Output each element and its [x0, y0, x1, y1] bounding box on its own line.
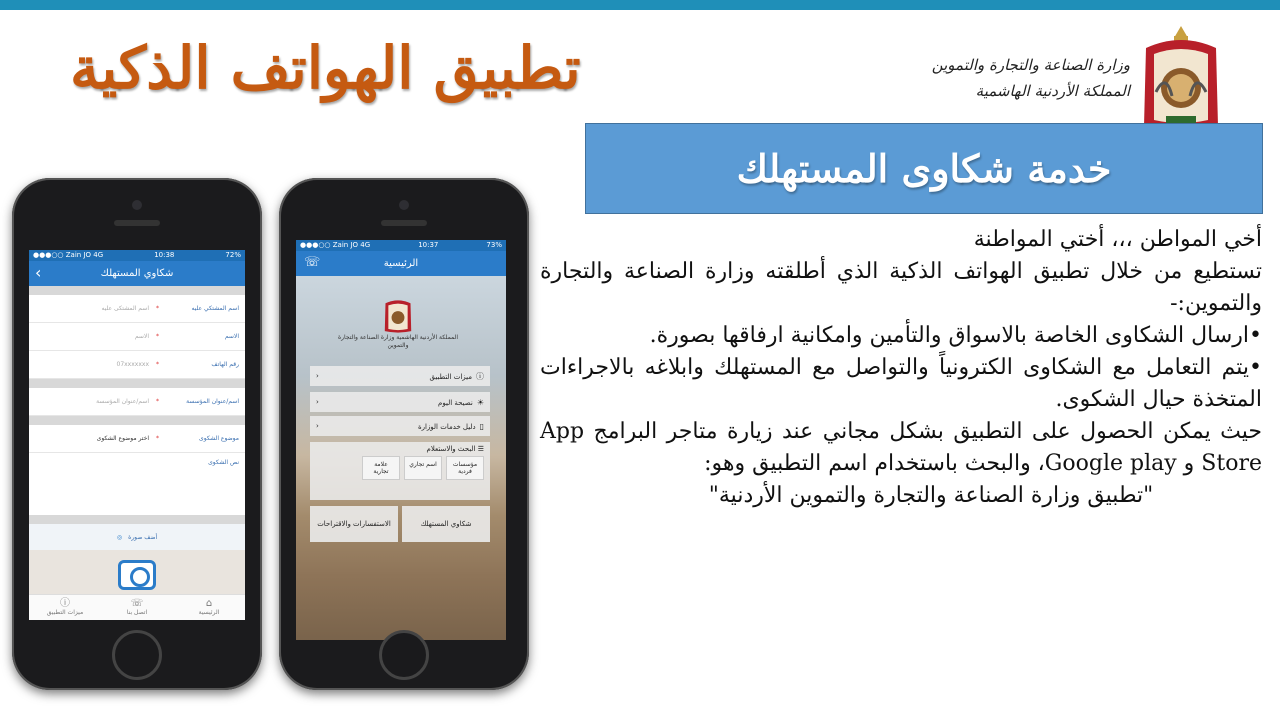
add-photo-button[interactable]	[29, 524, 245, 550]
field-label: الاسم	[224, 333, 239, 340]
tab-label: اتصل بنا	[126, 609, 148, 616]
time-label: 10:37	[418, 241, 439, 249]
home-icon: ⌂	[205, 598, 213, 609]
field-phone[interactable]	[29, 351, 245, 379]
menu-item-features[interactable]	[310, 366, 490, 386]
nav-bar	[296, 251, 506, 276]
complaints-button[interactable]: شكاوي المستهلك	[402, 506, 490, 542]
feature-bullet-1: •ارسال الشكاوى الخاصة بالاسواق والتأمين وامكانية ارفاقها بصورة.	[649, 323, 1262, 348]
field-label: رقم الهاتف	[211, 361, 239, 368]
info-icon: ⓘ	[476, 371, 484, 381]
field-respondent[interactable]	[29, 295, 245, 323]
phone-icon: ☏	[130, 598, 144, 609]
ministry-line-2: المملكة الأردنية الهاشمية	[975, 82, 1130, 100]
camera-icon[interactable]	[118, 560, 156, 590]
home-button	[112, 630, 162, 680]
document-icon: ▯	[479, 421, 484, 431]
add-photo-label: أضف صورة	[128, 533, 158, 541]
jordan-coat-of-arms-icon	[381, 294, 415, 334]
back-chevron-icon[interactable]: ‹	[35, 263, 42, 282]
speaker-grill	[114, 220, 160, 226]
divider	[29, 286, 245, 295]
carrier-label: ●●●○○ Zain JO 4G	[300, 241, 371, 249]
complaint-form	[29, 286, 245, 600]
chip-trade-name[interactable]: اسم تجاري	[404, 456, 442, 480]
top-accent-bar	[0, 0, 1280, 10]
jordan-coat-of-arms-icon	[1136, 22, 1226, 134]
battery-label: 72%	[225, 251, 241, 259]
menu-label: البحث والاستعلام	[426, 445, 476, 453]
chevron-left-icon: ‹	[316, 422, 319, 430]
field-label: نص الشكوى	[208, 459, 239, 466]
description-text	[540, 224, 1262, 512]
menu-item-tip[interactable]	[310, 392, 490, 412]
battery-label: 73%	[486, 241, 502, 249]
chevron-left-icon: ‹	[316, 372, 319, 380]
front-camera	[399, 200, 409, 210]
field-placeholder: 07xxxxxxx	[116, 361, 149, 368]
service-banner	[585, 123, 1263, 214]
required-mark: *	[156, 398, 159, 405]
field-institution[interactable]	[29, 388, 245, 416]
tab-label: ميزات التطبيق	[46, 609, 84, 616]
nav-bar	[29, 261, 245, 286]
search-header	[316, 445, 484, 453]
field-subject-select[interactable]	[29, 425, 245, 453]
field-label: اسم المشتكي عليه	[191, 305, 239, 312]
menu-label: دليل خدمات الوزارة	[417, 422, 476, 431]
greeting: أخي المواطن ،،، أختي المواطنة	[973, 227, 1262, 252]
phone-icon[interactable]: ☏	[304, 255, 321, 270]
menu-label: ميزات التطبيق	[429, 372, 472, 381]
photo-area	[29, 550, 245, 600]
field-name[interactable]	[29, 323, 245, 351]
chevron-left-icon: ‹	[316, 398, 319, 406]
field-complaint-text[interactable]	[29, 453, 245, 515]
nav-title: شكاوي المستهلك	[100, 268, 174, 279]
phone-mockup-complaint-form	[12, 178, 262, 690]
page-title: تطبيق الهواتف الذكية	[70, 34, 581, 102]
search-options	[316, 456, 484, 480]
status-bar	[296, 240, 506, 251]
ministry-name	[920, 52, 1130, 104]
availability-paragraph: حيث يمكن الحصول على التطبيق بشكل مجاني عند زيارة متاجر البرامج App Store و Google play، والبحث باستخدام اسم التطبيق وهو:	[540, 419, 1262, 476]
field-label: اسم/عنوان المؤسسة	[186, 398, 239, 405]
tab-contact[interactable]	[101, 595, 173, 620]
carrier-label: ●●●○○ Zain JO 4G	[33, 251, 104, 259]
info-icon: ⓘ	[60, 598, 70, 609]
ministry-caption: المملكة الأردنية الهاشمية وزارة الصناعة والتجارة والتموين	[337, 334, 459, 349]
feature-bullet-2: •يتم التعامل مع الشكاوى الكترونياً والتواصل مع المستهلك وابلاغه بالاجراءات المتخذة حيال الشكوى.	[540, 355, 1263, 412]
required-mark: *	[156, 361, 159, 368]
intro-paragraph: تستطيع من خلال تطبيق الهواتف الذكية الذي أطلقته وزارة الصناعة والتجارة والتموين:-	[540, 259, 1263, 316]
ministry-line-1: وزارة الصناعة والتجارة والتموين	[931, 56, 1130, 74]
service-banner-title: خدمة شكاوى المستهلك	[736, 146, 1112, 191]
required-mark: *	[156, 435, 159, 442]
field-placeholder: الاسم	[134, 333, 149, 340]
time-label: 10:38	[154, 251, 175, 259]
chip-trademark[interactable]: علامة تجارية	[362, 456, 400, 480]
phone-mockup-home-screen	[279, 178, 529, 690]
inquiries-button[interactable]: الاستفسارات والاقتراحات	[310, 506, 398, 542]
tab-features[interactable]	[29, 595, 101, 620]
field-label: موضوع الشكوى	[199, 435, 239, 442]
camera-small-icon: ◎	[116, 533, 123, 541]
tab-home[interactable]	[173, 595, 245, 620]
divider	[29, 416, 245, 425]
speaker-grill	[381, 220, 427, 226]
menu-item-guide[interactable]	[310, 416, 490, 436]
nav-title: الرئيسية	[383, 258, 419, 269]
search-section	[310, 442, 490, 500]
app-name-quote: "تطبيق وزارة الصناعة والتجارة والتموين الأردنية"	[708, 483, 1154, 508]
divider	[29, 379, 245, 388]
required-mark: *	[156, 333, 159, 340]
phone-screen	[29, 250, 245, 620]
field-placeholder: اسم المشتكى عليه	[101, 305, 149, 312]
divider	[29, 515, 245, 524]
field-placeholder: اسم/عنوان المؤسسة	[96, 398, 149, 405]
phone-screen	[296, 240, 506, 640]
list-icon: ☰	[477, 445, 484, 453]
tab-label: الرئيسية	[198, 609, 220, 616]
tab-bar	[29, 594, 245, 620]
home-button	[379, 630, 429, 680]
field-value: اختر موضوع الشكوى	[96, 435, 149, 442]
front-camera	[132, 200, 142, 210]
menu-label: نصيحة اليوم	[438, 398, 473, 407]
chip-individual[interactable]: مؤسسات فردية	[446, 456, 484, 480]
lightbulb-icon: ☀	[476, 397, 484, 407]
status-bar	[29, 250, 245, 261]
required-mark: *	[156, 305, 159, 312]
